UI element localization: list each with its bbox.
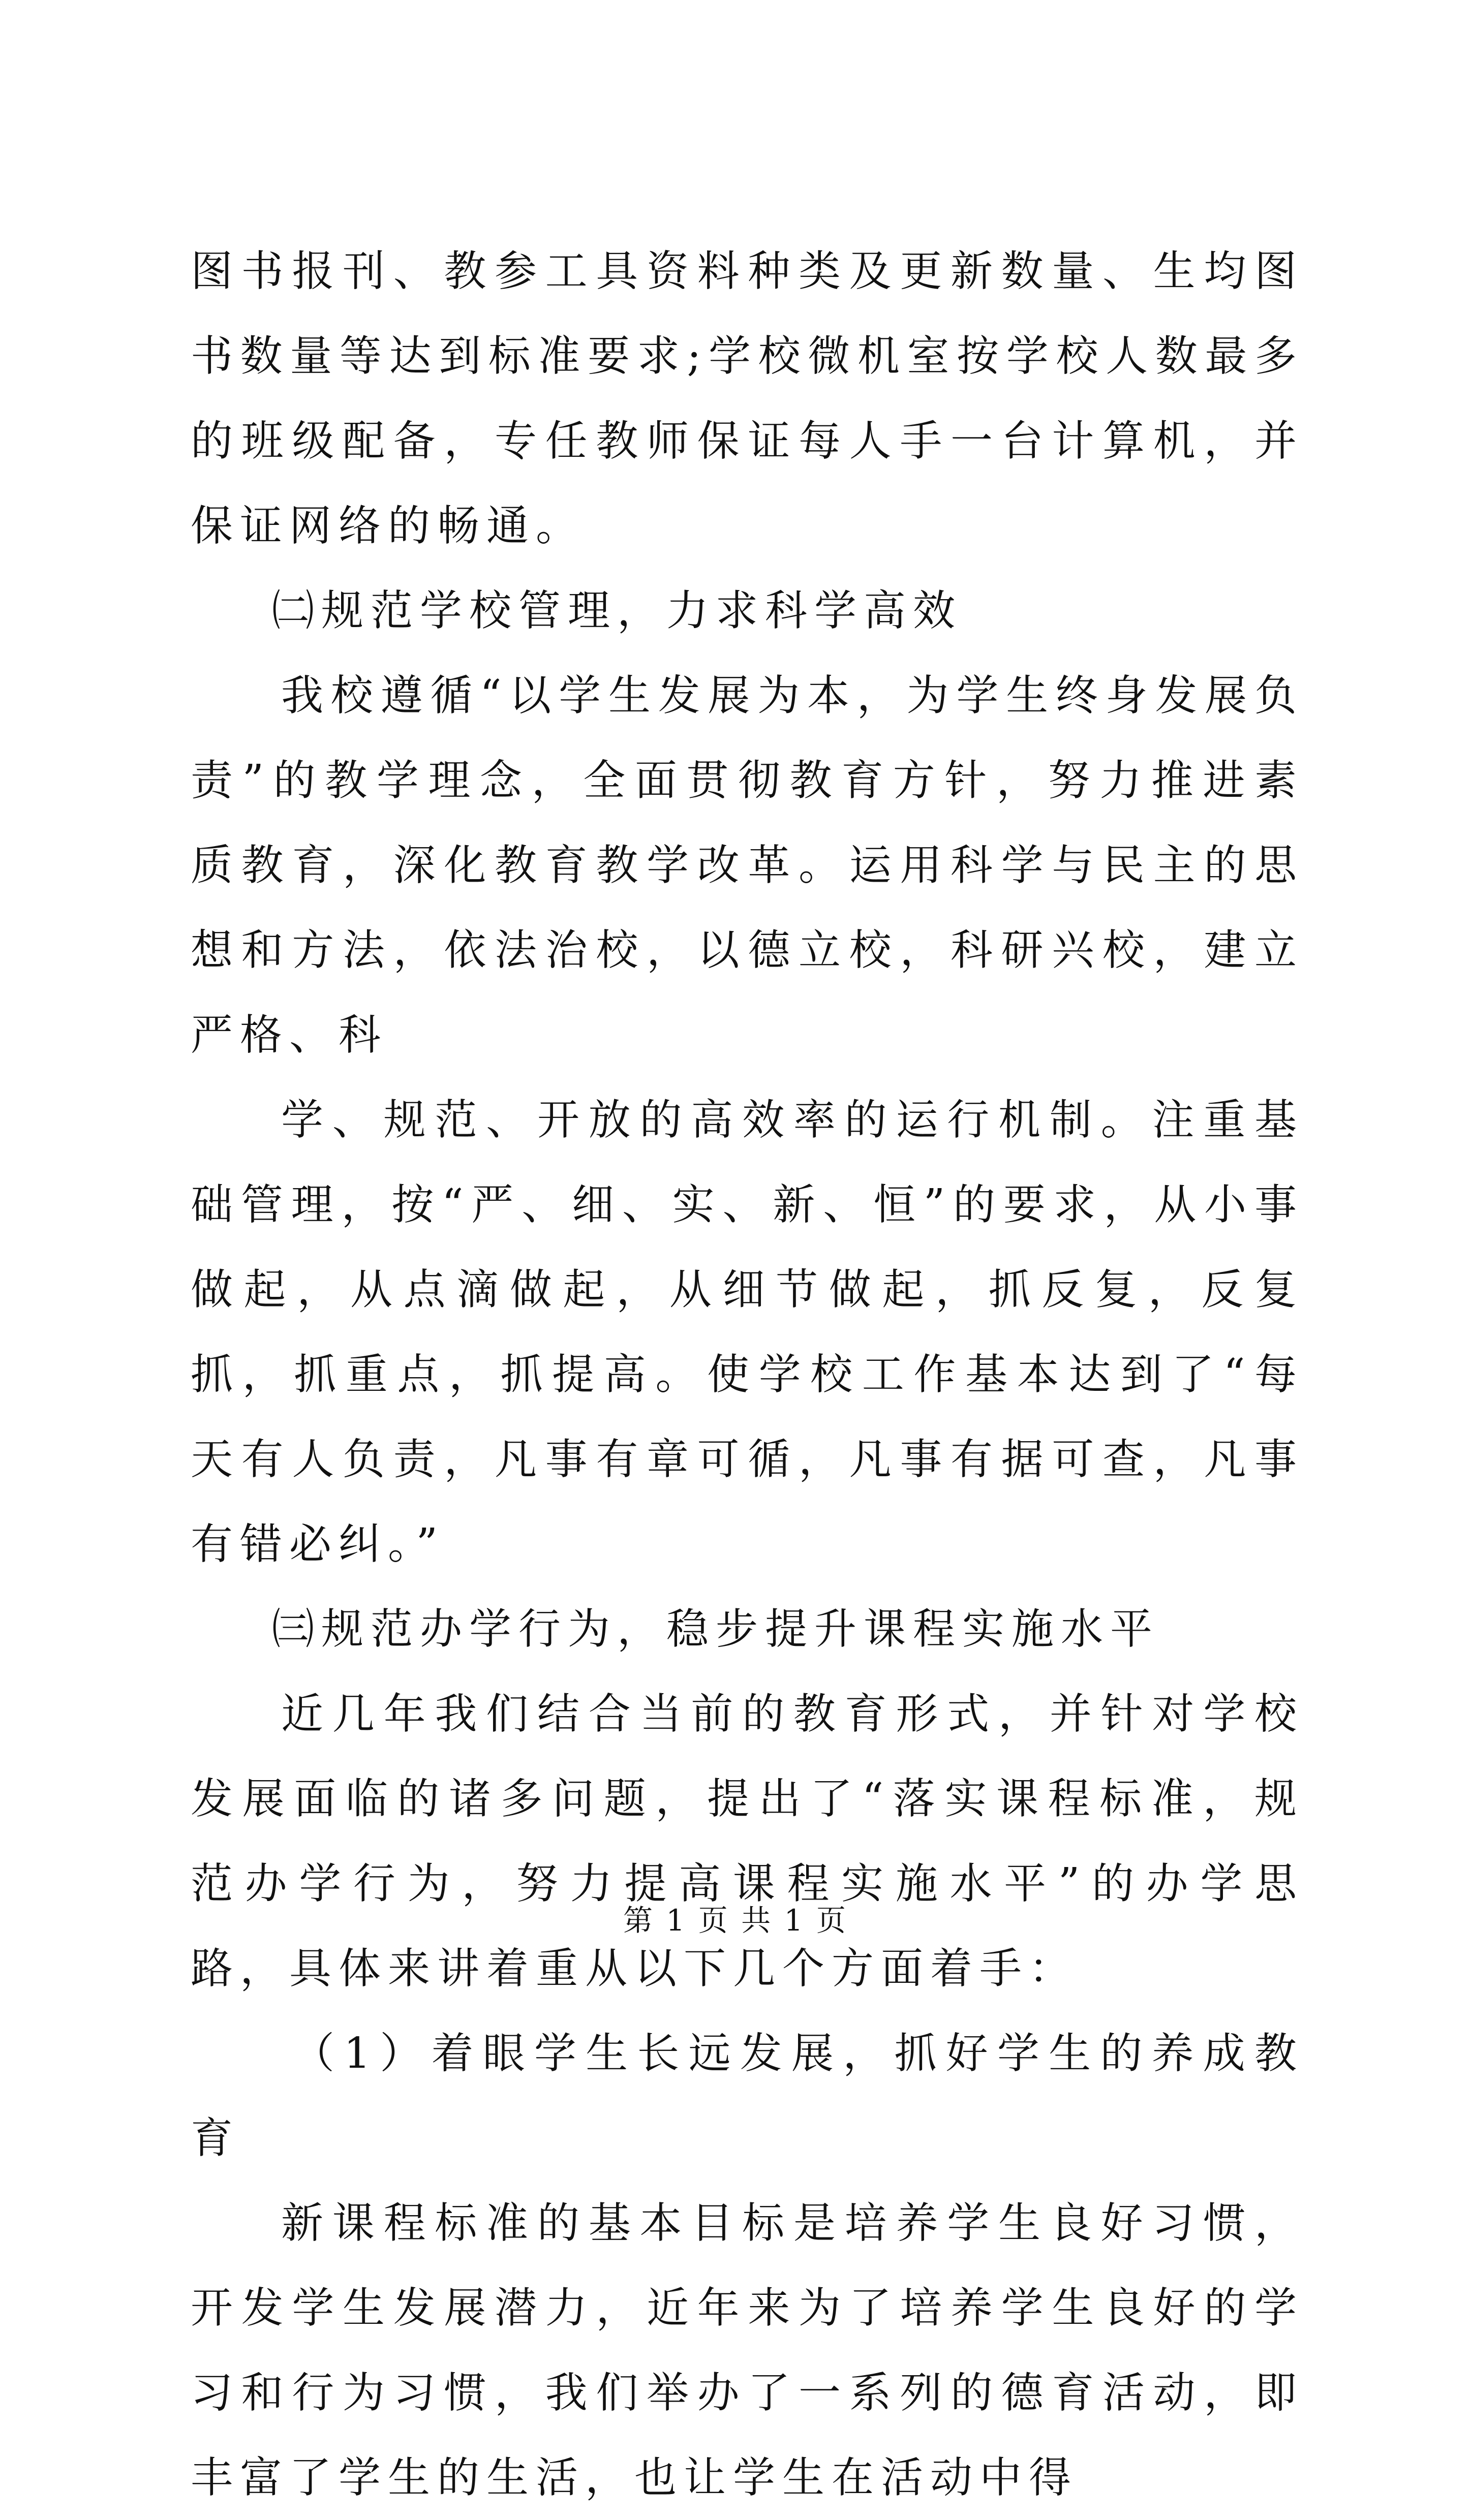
section-heading: ㈡规范学校管理，力求科学高效: [272, 586, 962, 635]
page-footer: 第 1 页 共 1 页: [623, 1903, 848, 1938]
paragraph: 近几年我们结合当前的教育形式，并针对学校发展面临的诸多问题，提出了“落实课程标准，规范办学行为，努力提高课程实施水平”的办学思路，具体来讲着重从以下几个方面着手：: [191, 1689, 1304, 1993]
paragraph: 我校遵循“以学生发展为本，为学生终身发展负责”的教学理念，全面贯彻教育方针，努力推进素质教育，深化教育教学改革。运用科学与民主的思想和方法，依法治校，以德立校，科研兴校，建立严格、科: [191, 671, 1304, 1060]
paragraph: 学、规范、开放的高效率的运行机制。注重基础管理，按“严、细、实、新、恒”的要求，从小事做起，从点滴做起，从细节做起，抓反复，反复抓，抓重点，抓提高。使学校工作基本达到了“每天有人负责，凡事有章可循，凡事有据可查，凡事有错必纠。”: [191, 1095, 1304, 1569]
paragraph: 图书报刊、教参工具资料种类及更新数量、生均图书数量等达到标准要求;学校微机室按学校人数最多的班级配备，专任教师保证每人手一台计算机，并保证网络的畅通。: [191, 246, 1304, 550]
paragraph: 新课程标准的基本目标是培养学生良好习惯，开发学生发展潜力，近年来为了培养学生良好的学习和行为习惯，我们举办了一系列的德育活动，即丰富了学生的生活，也让学生在活动中得: [191, 2198, 1304, 2502]
subsection-heading: （1）着眼学生长远发展，抓好学生的养成教育: [191, 2029, 1304, 2163]
body-text: [191, 229, 1304, 2520]
section-heading: ㈢规范办学行为，稳步提升课程实施水平: [272, 1604, 1159, 1654]
